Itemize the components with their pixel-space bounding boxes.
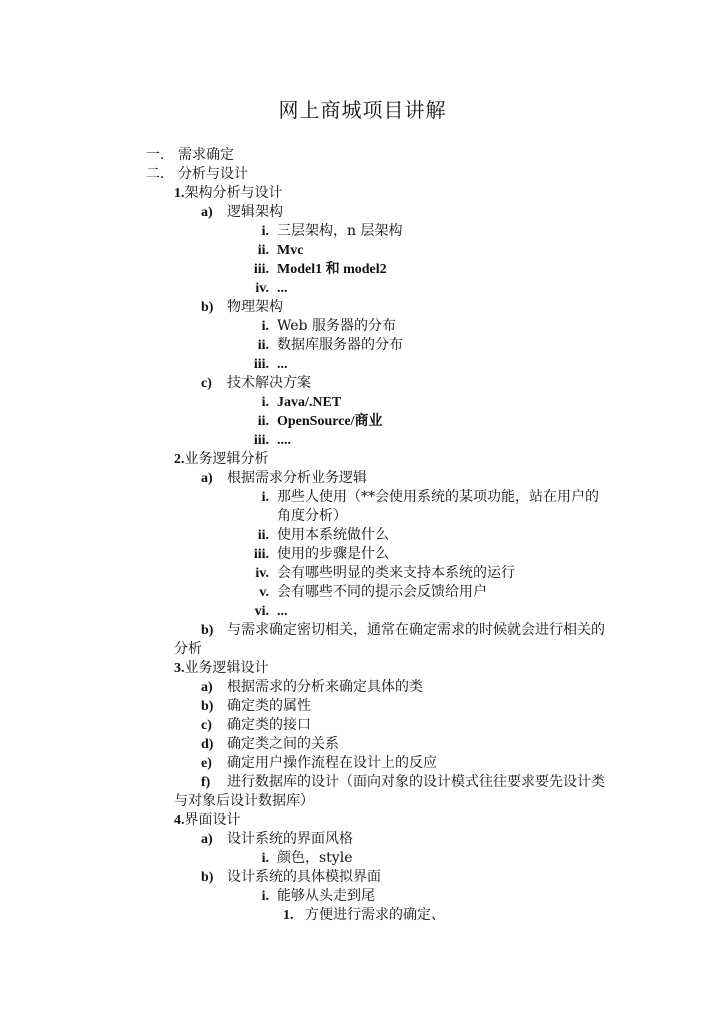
item-text: 使用本系统做什么 (277, 527, 389, 543)
item-text: 进行数据库的设计（面向对象的设计模式往往要求要先设计类 (227, 774, 605, 790)
list-item (201, 621, 605, 640)
item-marker: 二． (146, 167, 174, 182)
item-marker: i. (261, 490, 269, 505)
item-marker: 2. (174, 452, 185, 467)
item-text: 需求确定 (178, 147, 234, 163)
list-item (247, 545, 389, 564)
item-text: 那些人使用（**会使用系统的某项功能，站在用户的 (277, 489, 599, 505)
list-item-continuation (174, 792, 314, 811)
list-item (247, 564, 515, 583)
list-item (247, 279, 288, 298)
item-marker: 1. (283, 908, 294, 923)
item-marker: f) (201, 775, 211, 790)
item-text: Web 服务器的分布 (277, 318, 396, 334)
item-text: ... (277, 357, 288, 372)
section-heading (174, 659, 269, 678)
item-marker: d) (201, 737, 214, 752)
item-text: Mvc (277, 243, 304, 258)
item-marker: b) (201, 870, 214, 885)
item-text: 数据库服务器的分布 (277, 337, 403, 353)
item-text: 架构分析与设计 (184, 185, 283, 201)
item-marker: v. (259, 585, 269, 600)
item-text: 技术解决方案 (227, 375, 311, 391)
item-text: 确定用户操作流程在设计上的反应 (227, 755, 437, 771)
item-marker: ii. (257, 414, 269, 429)
item-marker: iii. (253, 357, 269, 372)
item-text: 业务逻辑设计 (184, 660, 269, 676)
item-text: 角度分析） (277, 508, 347, 524)
item-marker: b) (201, 623, 214, 638)
item-marker: i. (261, 319, 269, 334)
item-marker: vi. (254, 604, 269, 619)
item-text: Java/.NET (277, 395, 342, 410)
item-marker: e) (201, 756, 212, 771)
list-item (247, 393, 341, 412)
item-text: 业务逻辑分析 (184, 451, 269, 467)
item-marker: iv. (255, 281, 269, 296)
item-marker: c) (201, 718, 212, 733)
item-marker: iv. (255, 566, 269, 581)
list-item (247, 222, 402, 241)
list-item (201, 298, 283, 317)
item-marker: iii. (253, 547, 269, 562)
item-marker: c) (201, 376, 212, 391)
item-marker: i. (261, 851, 269, 866)
item-text: 确定类之间的关系 (227, 736, 339, 752)
item-marker: i. (261, 889, 269, 904)
list-item (201, 754, 437, 773)
section-heading (174, 450, 269, 469)
list-item (247, 602, 288, 621)
heading-item (146, 146, 234, 165)
item-text: 使用的步骤是什么 (277, 546, 389, 562)
list-item (201, 374, 311, 393)
item-text: 会有哪些不同的提示会反馈给用户 (277, 584, 487, 600)
item-text: OpenSource/商业 (277, 414, 383, 429)
list-item-continuation (277, 507, 347, 526)
item-text: 与需求确定密切相关，通常在确定需求的时候就会进行相关的 (227, 622, 605, 638)
item-text: 设计系统的界面风格 (227, 831, 353, 847)
item-text: ... (277, 604, 288, 619)
item-marker: b) (201, 300, 214, 315)
item-marker: ii. (257, 528, 269, 543)
item-text: 界面设计 (184, 812, 241, 828)
list-item (201, 735, 339, 754)
item-marker: i. (261, 224, 269, 239)
item-text: 物理架构 (227, 299, 283, 315)
list-item (247, 526, 389, 545)
list-item (247, 412, 383, 431)
item-marker: 3. (174, 661, 185, 676)
item-text: 根据需求的分析来确定具体的类 (227, 679, 423, 695)
item-marker: 一． (146, 148, 174, 163)
list-item (201, 868, 381, 887)
item-text: .... (277, 433, 291, 448)
item-marker: a) (201, 471, 213, 486)
list-item (247, 488, 599, 507)
section-heading (174, 184, 283, 203)
item-text: Model1 和 model2 (277, 262, 387, 277)
list-item (247, 849, 352, 868)
list-item (201, 716, 311, 735)
item-text: 与对象后设计数据库） (174, 793, 314, 809)
item-text: 逻辑架构 (227, 204, 283, 220)
page-title: 网上商城项目讲解 (278, 98, 447, 122)
item-text: 分析 (174, 641, 202, 657)
item-marker: 1. (174, 186, 185, 201)
item-marker: ii. (257, 338, 269, 353)
list-item (201, 678, 423, 697)
item-marker: iii. (253, 433, 269, 448)
list-item-continuation (174, 640, 202, 659)
item-marker: a) (201, 205, 213, 220)
item-text: 能够从头走到尾 (277, 888, 375, 904)
item-marker: a) (201, 832, 213, 847)
item-text: 设计系统的具体模拟界面 (227, 869, 381, 885)
section-heading (174, 811, 241, 830)
list-item (247, 431, 291, 450)
list-item (201, 469, 367, 488)
list-item (247, 317, 396, 336)
heading-item (146, 165, 248, 184)
item-marker: b) (201, 699, 214, 714)
list-item (247, 241, 303, 260)
list-item (247, 887, 375, 906)
list-item (247, 583, 487, 602)
list-item (247, 336, 403, 355)
list-item (201, 697, 311, 716)
list-item (247, 355, 288, 374)
item-text: 颜色，style (277, 850, 353, 866)
item-text: 三层架构，n 层架构 (277, 223, 403, 239)
item-marker: a) (201, 680, 213, 695)
list-item (201, 773, 605, 792)
item-marker: iii. (253, 262, 269, 277)
item-text: 分析与设计 (178, 166, 248, 182)
list-item (247, 260, 387, 279)
item-marker: ii. (257, 243, 269, 258)
item-text: 会有哪些明显的类来支持本系统的运行 (277, 565, 515, 581)
list-item (201, 830, 353, 849)
item-text: 确定类的接口 (227, 717, 311, 733)
item-text: 确定类的属性 (227, 698, 311, 714)
list-item (201, 203, 283, 222)
item-text: 方便进行需求的确定、 (305, 907, 445, 923)
item-marker: 4. (174, 813, 185, 828)
item-marker: i. (261, 395, 269, 410)
item-text: 根据需求分析业务逻辑 (227, 470, 367, 486)
list-item (283, 906, 445, 925)
item-text: ... (277, 281, 288, 296)
